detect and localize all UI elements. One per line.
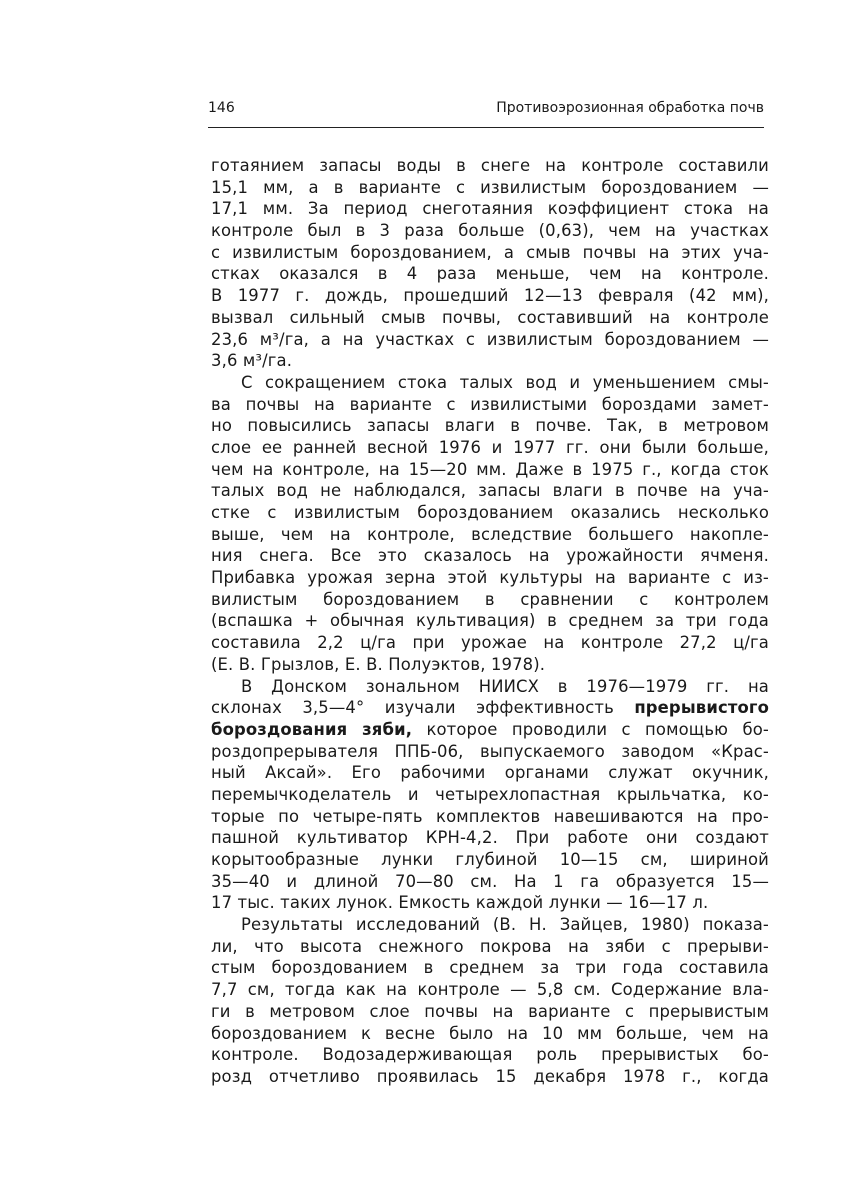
text-line [211,242,769,264]
text-line [211,220,769,242]
text-line [211,155,769,177]
text-run: перемычкоделатель и четырехлопастная крыльчатка, ко- [211,784,769,804]
text-line [211,676,769,698]
text-run: корытообразные лунки глубиной 10—15 см, шириной [211,850,769,869]
text-line [211,350,769,372]
text-run: 3,6 м³/га. [211,351,293,371]
text-line [211,545,769,567]
bold-term: бороздования зяби, [211,719,413,739]
text-line [211,1023,769,1045]
text-run: В 1977 г. дождь, прошедший 12—13 февраля (42 мм), [211,286,769,306]
header-rule [208,127,764,128]
text-line [211,285,769,307]
text-run: талых вод не наблюдался, запасы влаги в почве на уча- [211,481,769,501]
text-line [211,502,769,524]
text-run: чем на контроле, на 15—20 мм. Даже в 1975 г., когда сток [211,459,769,479]
text-run: 15,1 мм, а в варианте с извилистым бороздованием — [211,177,769,197]
text-run: (вспашка + обычная культивация) в среднем за три года [211,611,769,631]
text-line [211,1066,769,1088]
text-run: роздопрерывателя ППБ-06, выпускаемого заводом «Крас- [211,741,769,761]
text-run: торые по четыре-пять комплектов навешиваются на про- [211,806,769,826]
text-run: слое ее ранней весной 1976 и 1977 гг. они были больше, [211,437,769,457]
text-line [211,762,769,784]
text-line [211,459,769,481]
text-run: которое проводили с помощью бо- [412,719,769,739]
text-line [211,849,769,871]
body-text [211,155,769,1088]
text-line [211,979,769,1001]
text-line [211,957,769,979]
text-line [211,936,769,958]
text-run: стке с извилистым бороздованием оказались несколько [211,503,769,522]
text-run: склонах 3,5—4° изучали эффективность [211,698,635,718]
text-run: бороздованием к весне было на 10 мм больше, чем на [211,1023,769,1043]
text-line [211,632,769,654]
text-line [211,914,769,936]
text-line [211,567,769,589]
page-number: 146 [208,100,235,116]
text-run: 17 тыс. таких лунок. Емкость каждой лунки — 16—17 л. [211,893,709,913]
text-run: контроле был в 3 раза больше (0,63), чем на участках [211,221,769,241]
text-run: выше, чем на контроле, вследствие большего накопле- [211,524,769,544]
text-line [211,871,769,893]
text-run: контроле. Водозадерживающая роль прерывистых бо- [211,1045,769,1065]
text-run: С сокращением стока талых вод и уменьшением смы- [241,372,769,392]
text-line [211,480,769,502]
text-run: стках оказался в 4 раза меньше, чем на контроле. [211,264,769,284]
text-line [211,437,769,459]
text-run: с извилистым бороздованием, а смыв почвы на этих уча- [211,242,769,262]
text-run: готаянием запасы воды в снеге на контроле составили [211,156,769,175]
text-line [211,610,769,632]
text-line [211,177,769,199]
text-line [211,654,769,676]
text-line [211,719,769,741]
text-line [211,394,769,416]
text-run: ги в метровом слое почвы на варианте с прерывистым [211,1001,769,1021]
text-line [211,263,769,285]
text-run: 23,6 м³/га, а на участках с извилистым бороздованием — [211,329,769,349]
text-line [211,741,769,763]
text-line [211,372,769,394]
text-run: 35—40 и длиной 70—80 см. На 1 га образуется 15— [211,871,769,891]
text-line [211,589,769,611]
text-line [211,784,769,806]
text-line [211,697,769,719]
text-run: В Донском зональном НИИСХ в 1976—1979 гг. на [241,676,769,696]
text-line [211,198,769,220]
bold-term: прерывистого [634,698,769,718]
text-run: 17,1 мм. За период снеготаяния коэффициент стока на [211,199,769,219]
text-line [211,806,769,828]
text-run: ли, что высота снежного покрова на зяби с прерыви- [211,936,769,956]
text-run: ния снега. Все это сказалось на урожайности ячменя. [211,546,769,566]
text-run: вызвал сильный смыв почвы, составивший на контроле [211,307,769,327]
text-run: ва почвы на варианте с извилистыми бороздами замет- [211,394,769,414]
text-run: розд отчетливо проявилась 15 декабря 1978 г., когда [211,1066,769,1086]
text-line [211,329,769,351]
text-line [211,892,769,914]
text-run: составила 2,2 ц/га при урожае на контроле 27,2 ц/га [211,633,769,653]
text-run: вилистым бороздованием в сравнении с контролем [211,589,769,609]
text-run: пашной культиватор КРН-4,2. При работе они создают [211,828,769,848]
page-header [208,100,764,122]
text-line [211,524,769,546]
text-run: Результаты исследований (В. Н. Зайцев, 1980) показа- [241,915,769,935]
text-run: стым бороздованием в среднем за три года составила [211,958,769,978]
running-title: Противоэрозионная обработка почв [496,100,764,116]
text-run: Прибавка урожая зерна этой культуры на варианте с из- [211,568,769,588]
text-run: 7,7 см, тогда как на контроле — 5,8 см. Содержание вла- [211,980,769,1000]
text-line [211,1044,769,1066]
text-line [211,1001,769,1023]
text-run: (Е. В. Грызлов, Е. В. Полуэктов, 1978). [211,654,546,674]
text-run: но повысились запасы влаги в почве. Так, в метровом [211,416,769,436]
text-run: ный Аксай». Его рабочими органами служат окучник, [211,763,769,783]
text-line [211,415,769,437]
text-line [211,827,769,849]
text-line [211,307,769,329]
